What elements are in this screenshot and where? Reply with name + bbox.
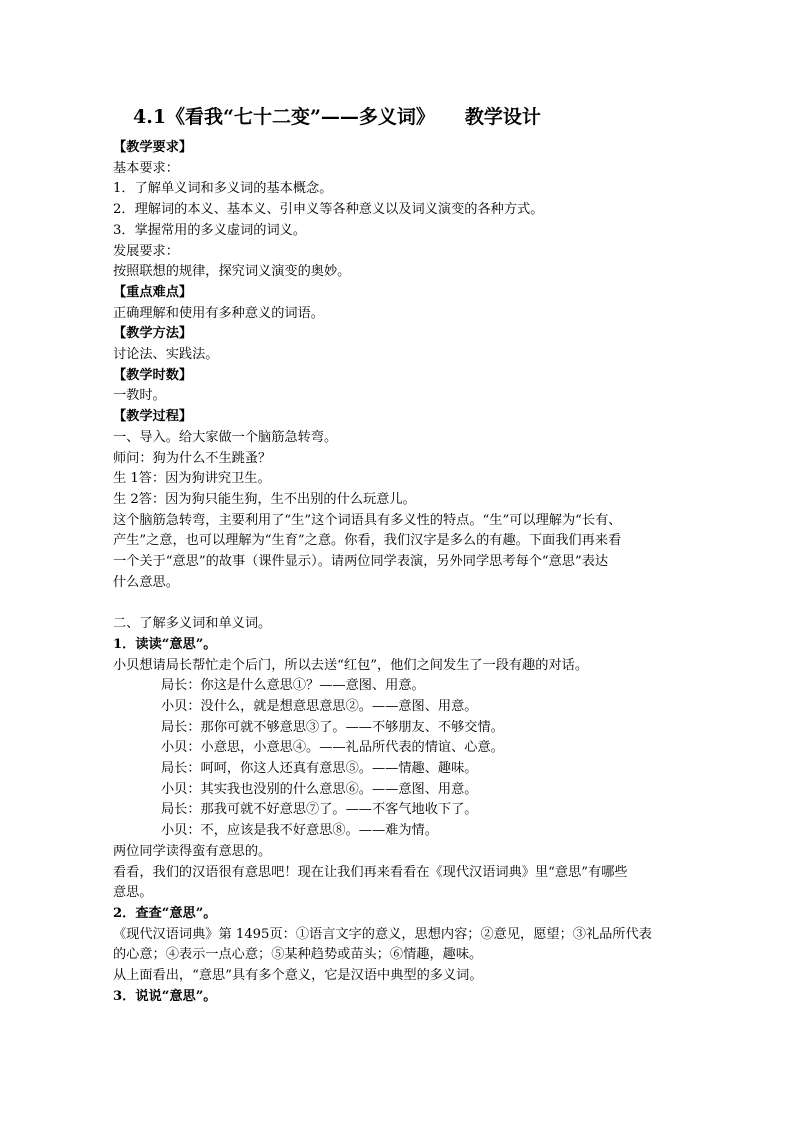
heading-process: 【教学过程】 [113,409,193,425]
heading-hours: 【教学时数】 [113,367,193,383]
part-two-heading: 二、了解多义词和单义词。 [113,616,272,632]
dialogue-line: 小贝：小意思，小意思④。——礼品所代表的情谊、心意。 [161,740,504,756]
teacher-question: 师问：狗为什么不生跳蚤？ [113,450,272,466]
dictionary-line: 《现代汉语词典》第 1495页：①语言文字的意义，思想内容；②意见，愿望；③礼品所代表 [113,926,652,942]
conclusion-line: 从上面看出，“意思”具有多个意义，它是汉语中典型的多义词。 [113,968,483,984]
title-suffix: 教学设计 [464,106,541,128]
focus-text: 正确理解和使用有多种意义的词语。 [113,305,324,321]
paragraph-line: 产生”之意，也可以理解为“生育”之意。你看，我们汉字是多么的有趣。下面我们再来看 [113,533,622,549]
heading-method: 【教学方法】 [113,326,193,342]
intro-line: 一、导入。给大家做一个脑筋急转弯。 [113,429,338,445]
student-answer-1: 生 1答：因为狗讲究卫生。 [113,471,271,487]
dialogue-line: 小贝：没什么，就是想意思意思②。——意图、用意。 [161,698,478,714]
dialogue-line: 局长：那你可就不够意思③了。——不够朋友、不够交情。 [161,719,504,735]
paragraph-line: 什么意思。 [113,574,179,590]
story-line: 小贝想请局长帮忙走个后门，所以去送“红包”，他们之间发生了一段有趣的对话。 [113,657,589,673]
blank-line [113,593,688,614]
heading-focus: 【重点难点】 [113,284,193,300]
student-answer-2: 生 2答：因为狗只能生狗，生不出别的什么玩意儿。 [113,491,416,507]
develop-label: 发展要求： [113,243,179,259]
dialogue-line: 局长：那我可就不好意思⑦了。——不客气地收下了。 [161,802,478,818]
title-main: 4.1《看我“七十二变”——多义词》 [133,106,435,128]
develop-text: 按照联想的规律，探究词义演变的奥妙。 [113,264,351,280]
paragraph-line: 这个脑筋急转弯，主要利用了“生”这个词语具有多义性的特点。“生”可以理解为“长有、 [113,512,622,528]
dialogue-line: 局长：你这是什么意思①？——意图、用意。 [161,678,425,694]
step-one-heading: 1．读读“意思”。 [113,636,217,652]
after-dialogue-line: 两位同学读得蛮有意思的。 [113,843,272,859]
step-two-heading: 2．查查“意思”。 [113,906,217,921]
method-text: 讨论法、实践法。 [113,347,219,363]
requirement-item: 2．理解词的本义、基本义、引申义等各种意义以及词义演变的各种方式。 [113,202,544,218]
basic-label: 基本要求： [113,160,179,176]
dialogue-line: 局长：呵呵，你这人还真有意思⑤。——情趣、趣味。 [161,761,478,777]
step-three-heading: 3．说说“意思”。 [113,988,217,1004]
hours-text: 一教时。 [113,388,166,404]
after-dialogue-line: 意思。 [113,885,153,901]
dictionary-line: 的心意；④表示一点心意；⑤某种趋势或苗头；⑥情趣，趣味。 [113,947,483,963]
document-page [113,104,688,1008]
dialogue-line: 小贝：不，应该是我不好意思⑧。——难为情。 [161,823,438,839]
requirement-item: 1．了解单义词和多义词的基本概念。 [113,181,333,197]
heading-requirements: 【教学要求】 [113,140,193,155]
page-title [133,104,688,130]
dialogue-line: 小贝：其实我也没别的什么意思⑥。——意图、用意。 [161,781,478,797]
requirement-item: 3．掌握常用的多义虚词的词义。 [113,222,307,238]
after-dialogue-line: 看看，我们的汉语很有意思吧！现在让我们再来看看在《现代汉语词典》里“意思”有哪些 [113,864,628,880]
paragraph-line: 一个关于“意思”的故事（课件显示）。请两位同学表演，另外同学思考每个“意思”表达 [113,554,609,570]
